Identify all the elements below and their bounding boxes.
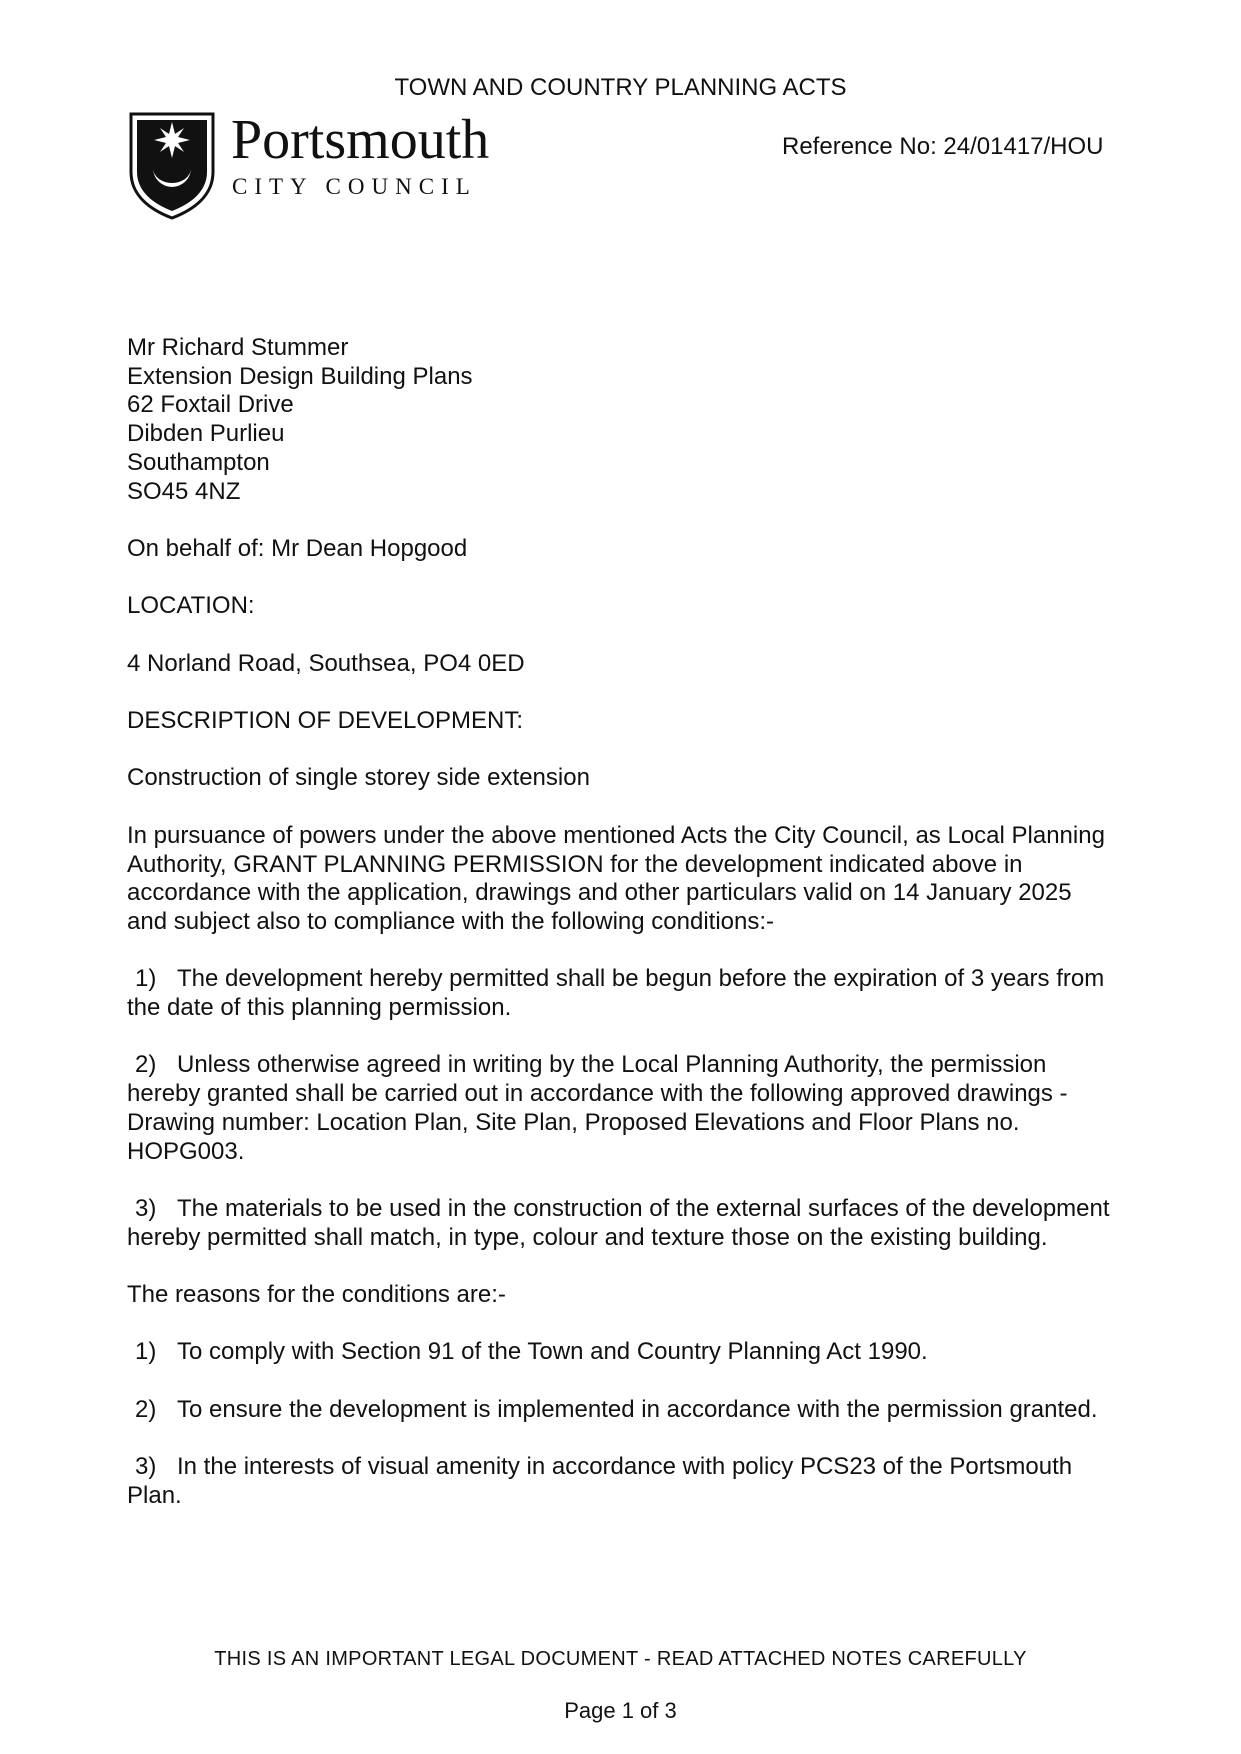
reason-item — [127, 1453, 1117, 1510]
reason-number: 1) — [135, 1338, 157, 1366]
location-value: 4 Norland Road, Southsea, PO4 0ED — [127, 649, 525, 677]
reason-item — [127, 1338, 1117, 1367]
condition-item — [127, 1195, 1117, 1252]
address-line: Dibden Purlieu — [127, 420, 285, 448]
address-line: Mr Richard Stummer — [127, 334, 349, 361]
condition-number: 3) — [135, 1194, 157, 1222]
reason-text: To comply with Section 91 of the Town and Country Planning Act 1990. — [177, 1338, 928, 1366]
reason-number: 3) — [135, 1453, 157, 1481]
document-title: TOWN AND COUNTRY PLANNING ACTS — [394, 74, 847, 101]
development-heading: DESCRIPTION OF DEVELOPMENT: — [127, 707, 524, 735]
decision-text: In pursuance of powers under the above mentioned Acts the City Council, as Local Planning Authority, GRANT PLANNING PERMISSION for the development indicated above in accordance with the application, drawings and other particulars valid on 14 January 2025 and subject also to compliance with the following conditions:- — [127, 821, 1105, 935]
development-value: Construction of single storey side extension — [127, 764, 590, 792]
shield-crest-icon — [127, 110, 217, 222]
reason-text: In the interests of visual amenity in accordance with policy PCS23 of the Portsmouth Plan. — [127, 1453, 1073, 1509]
letter-body — [127, 334, 1117, 1511]
reference-number: Reference No: 24/01417/HOU — [782, 133, 1104, 160]
recipient-address — [127, 334, 1117, 506]
legal-notice: THIS IS AN IMPORTANT LEGAL DOCUMENT - READ ATTACHED NOTES CAREFULLY — [214, 1648, 1027, 1670]
reasons-heading: The reasons for the conditions are:- — [127, 1281, 506, 1309]
condition-number: 2) — [135, 1051, 157, 1079]
council-logo — [127, 110, 517, 225]
address-line: Southampton — [127, 448, 270, 476]
location-heading: LOCATION: — [127, 592, 255, 620]
logo-subtitle: CITY COUNCIL — [232, 174, 477, 199]
condition-text: The materials to be used in the construction of the external surfaces of the development hereby permitted shall match, in type, colour and texture those on the existing building. — [127, 1194, 1110, 1251]
condition-text: The development hereby permitted shall be begun before the expiration of 3 years from the date of this planning permission. — [127, 965, 1105, 1022]
condition-number: 1) — [135, 965, 157, 993]
address-line: SO45 4NZ — [127, 477, 241, 505]
on-behalf-of: On behalf of: Mr Dean Hopgood — [127, 534, 468, 562]
logo-wordmark: Portsmouth — [231, 109, 490, 171]
address-line: Extension Design Building Plans — [127, 362, 473, 390]
reason-number: 2) — [135, 1395, 157, 1423]
condition-text: Unless otherwise agreed in writing by the Local Planning Authority, the permission hereby granted shall be carried out in accordance with the following approved drawings - Drawing number: Location Plan, Site Plan, Proposed Elevations and Floor Plans no. HOPG003. — [127, 1051, 1068, 1165]
reason-item — [127, 1396, 1117, 1425]
condition-item — [127, 1051, 1117, 1166]
page-number: Page 1 of 3 — [564, 1698, 677, 1723]
condition-item — [127, 965, 1117, 1022]
address-line: 62 Foxtail Drive — [127, 391, 294, 419]
reason-text: To ensure the development is implemented in accordance with the permission granted. — [177, 1395, 1098, 1423]
